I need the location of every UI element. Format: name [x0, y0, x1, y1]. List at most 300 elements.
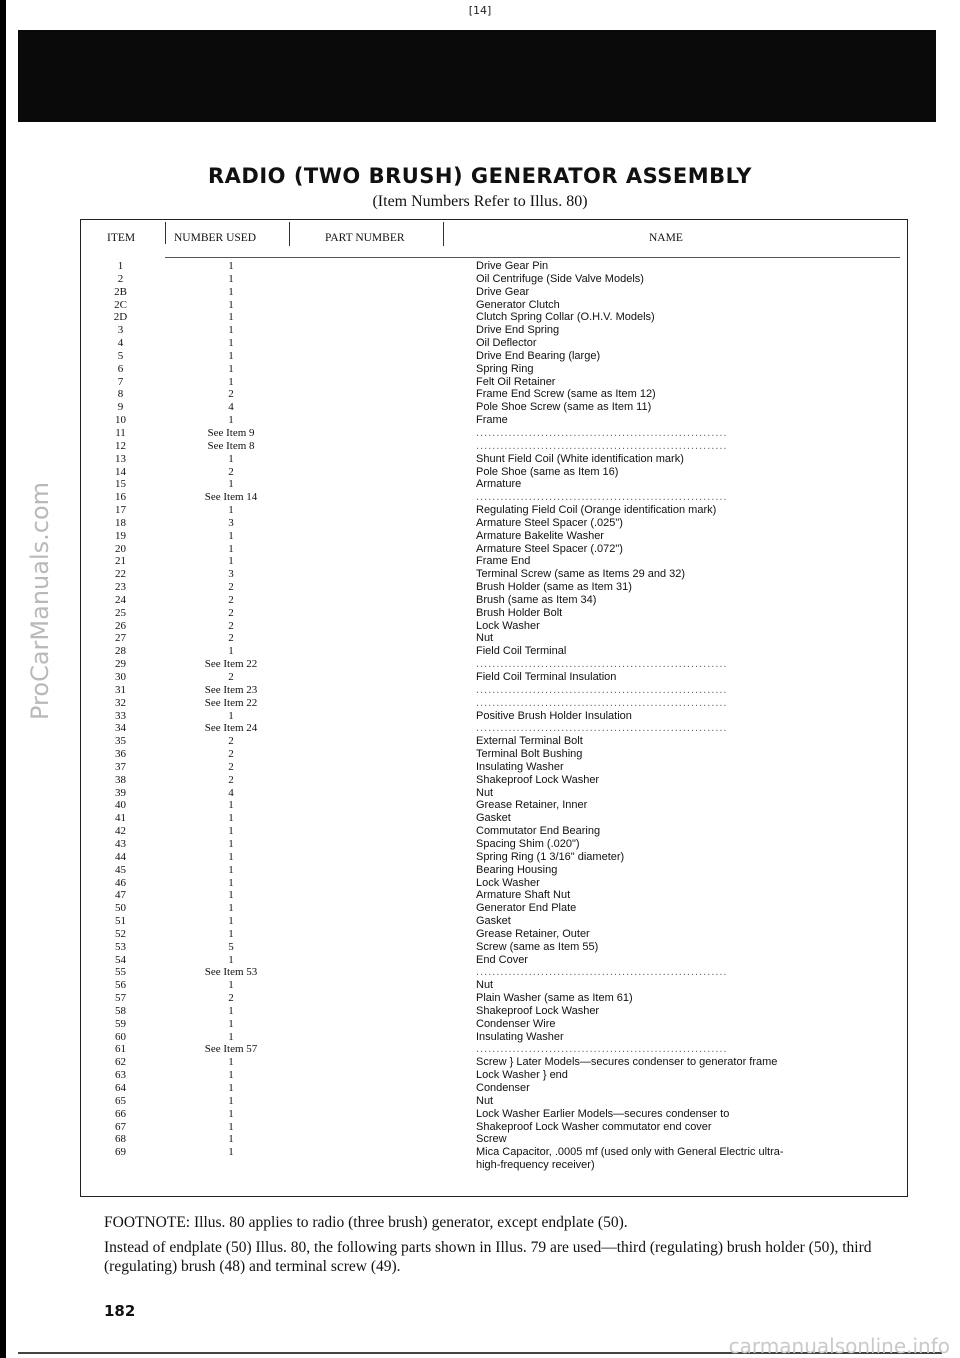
- name-cell: Drive End Bearing (large): [476, 349, 601, 362]
- item-cell: 28: [115, 645, 126, 658]
- header-black-band: [18, 30, 936, 122]
- table-body: [81, 260, 907, 1172]
- table-row: [81, 427, 907, 440]
- name-cell: Condenser Wire: [476, 1017, 556, 1030]
- table-row: [81, 1146, 907, 1159]
- item-cell: 46: [115, 876, 126, 889]
- item-cell: 23: [115, 581, 126, 594]
- table-row: [81, 517, 907, 530]
- name-cell: Spring Ring (1 3/16" diameter): [476, 850, 625, 863]
- number-used-cell: 1: [228, 1082, 234, 1094]
- number-used-cell: See Item 23: [204, 683, 258, 696]
- number-used-cell: 1: [228, 349, 234, 362]
- item-cell: 31: [115, 683, 126, 696]
- item-cell: 19: [115, 529, 126, 542]
- item-cell: 53: [115, 940, 126, 953]
- number-used-cell: 1: [228, 1120, 234, 1133]
- name-cell: Shakeproof Lock Washer: [476, 773, 600, 786]
- name-cell: Commutator End Bearing: [476, 825, 601, 838]
- table-row: [81, 286, 907, 299]
- table-row: [81, 979, 907, 992]
- name-cell: Clutch Spring Collar (O.H.V. Models): [476, 311, 655, 324]
- dotted-leader: ..............................................................: [476, 696, 728, 709]
- name-cell: Pole Shoe (same as Item 16): [476, 465, 619, 478]
- item-cell: 61: [115, 1043, 126, 1056]
- table-row: [81, 787, 907, 800]
- table-row: [81, 658, 907, 671]
- table-row: [81, 376, 907, 389]
- table-row: [81, 748, 907, 761]
- name-cell: Nut: [476, 632, 494, 645]
- table-row: [81, 414, 907, 427]
- number-used-cell: 5: [228, 940, 234, 953]
- item-cell: 50: [115, 902, 126, 915]
- table-row: [81, 710, 907, 723]
- name-cell: Regulating Field Coil (Orange identification mark): [476, 504, 717, 517]
- number-used-cell: 3: [228, 516, 234, 529]
- table-row: [81, 838, 907, 851]
- item-cell: 11: [115, 426, 126, 439]
- item-cell: 38: [115, 773, 126, 786]
- watermark-left: ProCarManuals.com: [26, 481, 54, 720]
- table-row: [81, 915, 907, 928]
- table-row: [81, 478, 907, 491]
- header-underline: [165, 257, 900, 258]
- page-reference: [14]: [468, 4, 492, 17]
- name-cell: Bearing Housing: [476, 863, 558, 876]
- table-row: [81, 722, 907, 735]
- table-row: [81, 568, 907, 581]
- name-cell: Shunt Field Coil (White identification mark): [476, 452, 684, 465]
- number-used-cell: See Item 8: [207, 439, 255, 452]
- number-used-cell: 1: [228, 478, 234, 491]
- name-cell: Nut: [476, 786, 494, 799]
- table-row: [81, 594, 907, 607]
- name-cell: Gasket: [476, 915, 511, 928]
- number-used-cell: See Item 9: [207, 426, 255, 439]
- number-used-cell: 1: [228, 1094, 234, 1107]
- number-used-cell: 2: [228, 760, 234, 773]
- table-row: [81, 466, 907, 479]
- name-cell: Field Coil Terminal: [476, 645, 567, 658]
- item-cell: 64: [115, 1082, 126, 1094]
- number-used-cell: 1: [228, 324, 234, 337]
- name-cell: Frame End: [476, 555, 531, 568]
- number-used-cell: 1: [228, 902, 234, 915]
- name-cell: Oil Deflector: [476, 337, 537, 350]
- item-cell: 60: [115, 1030, 126, 1043]
- number-used-cell: 2: [228, 388, 234, 401]
- item-cell: 26: [115, 619, 126, 632]
- number-used-cell: 1: [228, 555, 234, 568]
- name-cell: Plain Washer (same as Item 61): [476, 992, 633, 1005]
- item-cell: 58: [115, 1004, 126, 1017]
- table-row: [81, 735, 907, 748]
- item-cell: 21: [115, 555, 126, 568]
- item-cell: 8: [117, 388, 124, 401]
- table-row: [81, 954, 907, 967]
- table-row: [81, 966, 907, 979]
- table-row: [81, 299, 907, 312]
- name-cell: Insulating Washer: [476, 760, 564, 773]
- item-cell: 9: [117, 401, 124, 414]
- number-used-cell: 1: [228, 1069, 234, 1082]
- table-row: [81, 555, 907, 568]
- number-used-cell: 4: [228, 401, 234, 414]
- table-row: [81, 260, 907, 273]
- table-row: [81, 491, 907, 504]
- dotted-leader: ..............................................................: [476, 426, 728, 439]
- table-row: [81, 671, 907, 684]
- item-cell: 44: [115, 850, 126, 863]
- item-cell: 7: [117, 375, 124, 388]
- number-used-cell: 1: [228, 979, 234, 992]
- item-cell: 51: [115, 915, 126, 928]
- table-row: [81, 363, 907, 376]
- item-cell: 13: [115, 452, 126, 465]
- number-used-cell: 1: [228, 850, 234, 863]
- table-row: [81, 607, 907, 620]
- page-number: 182: [104, 1302, 136, 1320]
- dotted-leader: ..............................................................: [476, 1043, 728, 1056]
- number-used-cell: 1: [228, 529, 234, 542]
- header-item: ITEM: [107, 232, 136, 244]
- number-used-cell: 1: [228, 915, 234, 928]
- item-cell: 3: [117, 324, 124, 337]
- number-used-cell: 1: [228, 1056, 234, 1069]
- number-used-cell: 1: [228, 889, 234, 902]
- name-cell: Brush Holder (same as Item 31): [476, 581, 632, 594]
- table-row: [81, 453, 907, 466]
- table-row: [81, 581, 907, 594]
- table-row: [81, 504, 907, 517]
- item-cell: 17: [115, 504, 126, 517]
- number-used-cell: See Item 24: [204, 722, 258, 735]
- item-cell: 56: [115, 979, 126, 992]
- table-row: [81, 440, 907, 453]
- item-cell: 6: [117, 362, 124, 375]
- number-used-cell: 1: [228, 1146, 234, 1159]
- name-cell: Pole Shoe Screw (same as Item 11): [476, 401, 652, 414]
- item-cell: 55: [115, 966, 126, 979]
- number-used-cell: 1: [228, 1004, 234, 1017]
- item-cell: 40: [115, 799, 126, 812]
- number-used-cell: 1: [228, 414, 234, 427]
- table-row: [81, 1069, 907, 1082]
- table-row: [81, 825, 907, 838]
- number-used-cell: 4: [228, 786, 234, 799]
- name-cell: Grease Retainer, Inner: [476, 799, 588, 812]
- name-cell: Frame: [476, 414, 508, 427]
- number-used-cell: 1: [228, 799, 234, 812]
- item-cell: 65: [115, 1094, 126, 1107]
- number-used-cell: See Item 22: [204, 696, 258, 709]
- table-row: [81, 889, 907, 902]
- table-row: [81, 1121, 907, 1134]
- item-cell: 12: [115, 439, 126, 452]
- table-row: [81, 761, 907, 774]
- table-row: [81, 324, 907, 337]
- number-used-cell: 2: [228, 992, 234, 1005]
- table-row: [81, 1082, 907, 1095]
- item-cell: 41: [115, 812, 126, 825]
- table-row: [81, 992, 907, 1005]
- number-used-cell: 1: [228, 260, 234, 272]
- table-row: [81, 864, 907, 877]
- item-cell: 35: [115, 735, 126, 748]
- header-name: NAME: [649, 232, 683, 244]
- table-row: [81, 799, 907, 812]
- dotted-leader: ..............................................................: [476, 658, 728, 671]
- header-part-number: PART NUMBER: [325, 232, 405, 244]
- name-cell: high-frequency receiver): [476, 1159, 595, 1172]
- name-cell: Terminal Bolt Bushing: [476, 748, 583, 761]
- number-used-cell: 1: [228, 285, 234, 298]
- number-used-cell: 1: [228, 337, 234, 350]
- table-row: [81, 1095, 907, 1108]
- table-row: [81, 877, 907, 890]
- number-used-cell: 2: [228, 735, 234, 748]
- name-cell: Nut: [476, 1094, 494, 1107]
- number-used-cell: 2: [228, 748, 234, 761]
- item-cell: 66: [115, 1107, 126, 1120]
- table-row: [81, 543, 907, 556]
- name-cell: Lock Washer: [476, 876, 540, 889]
- table-row: [81, 941, 907, 954]
- item-cell: 18: [115, 516, 126, 529]
- number-used-cell: 2: [228, 671, 234, 683]
- number-used-cell: 1: [228, 1133, 234, 1146]
- name-cell: Spacing Shim (.020"): [476, 837, 580, 850]
- number-used-cell: 2: [228, 773, 234, 786]
- item-cell: 10: [115, 414, 126, 427]
- number-used-cell: 1: [228, 1017, 234, 1030]
- table-row: [81, 273, 907, 286]
- name-cell: Armature Bakelite Washer: [476, 529, 604, 542]
- table-row: [81, 928, 907, 941]
- item-cell: 16: [115, 491, 126, 504]
- name-cell: Armature Steel Spacer (.025"): [476, 516, 623, 529]
- column-separator: [443, 222, 444, 246]
- name-cell: Brush (same as Item 34): [476, 593, 597, 606]
- name-cell: Drive Gear: [476, 285, 530, 298]
- number-used-cell: 1: [228, 863, 234, 876]
- table-row: [81, 1018, 907, 1031]
- name-cell: Shakeproof Lock Washer commutator end cover: [476, 1120, 712, 1133]
- page-title: RADIO (TWO BRUSH) GENERATOR ASSEMBLY: [208, 164, 752, 188]
- table-row: [81, 620, 907, 633]
- item-cell: 67: [115, 1120, 126, 1133]
- number-used-cell: 1: [228, 837, 234, 850]
- table-row: [81, 774, 907, 787]
- table-row: [81, 697, 907, 710]
- number-used-cell: 1: [228, 362, 234, 375]
- number-used-cell: 3: [228, 568, 234, 581]
- item-cell: 43: [115, 837, 126, 850]
- name-cell: End Cover: [476, 953, 528, 966]
- number-used-cell: 1: [228, 709, 234, 722]
- item-cell: 42: [115, 825, 126, 838]
- item-cell: 52: [115, 927, 126, 940]
- item-cell: 4: [117, 337, 124, 350]
- name-cell: Grease Retainer, Outer: [476, 927, 590, 940]
- name-cell: Generator Clutch: [476, 298, 560, 311]
- item-cell: 33: [115, 709, 126, 722]
- name-cell: Frame End Screw (same as Item 12): [476, 388, 656, 401]
- table-row: [81, 337, 907, 350]
- dotted-leader: ..............................................................: [476, 439, 728, 452]
- table-row: [81, 684, 907, 697]
- table-row: [81, 812, 907, 825]
- item-cell: 1: [117, 260, 124, 272]
- name-cell: Shakeproof Lock Washer: [476, 1004, 600, 1017]
- item-cell: 32: [115, 696, 126, 709]
- table-row: [81, 530, 907, 543]
- name-cell: External Terminal Bolt: [476, 735, 583, 748]
- number-used-cell: 1: [228, 375, 234, 388]
- name-cell: Brush Holder Bolt: [476, 606, 563, 619]
- header-number-used: NUMBER USED: [174, 232, 257, 244]
- table-row: [81, 851, 907, 864]
- item-cell: 2D: [113, 311, 128, 324]
- name-cell: Drive Gear Pin: [476, 260, 549, 272]
- item-cell: 5: [117, 349, 124, 362]
- name-cell: Lock Washer: [476, 619, 540, 632]
- item-cell: 54: [115, 953, 126, 966]
- table-row: [81, 1043, 907, 1056]
- number-used-cell: 2: [228, 606, 234, 619]
- name-cell: Screw (same as Item 55): [476, 940, 599, 953]
- name-cell: Screw: [476, 1133, 507, 1146]
- number-used-cell: 1: [228, 927, 234, 940]
- number-used-cell: 1: [228, 272, 234, 285]
- column-separator: [289, 222, 290, 246]
- number-used-cell: 1: [228, 953, 234, 966]
- parts-table: [80, 219, 908, 1197]
- table-row: [81, 1133, 907, 1146]
- name-cell: Drive End Spring: [476, 324, 560, 337]
- item-cell: 27: [115, 632, 126, 645]
- name-cell: Field Coil Terminal Insulation: [476, 671, 617, 683]
- name-cell: Gasket: [476, 812, 511, 825]
- dotted-leader: ..............................................................: [476, 683, 728, 696]
- dotted-leader: ..............................................................: [476, 722, 728, 735]
- item-cell: 59: [115, 1017, 126, 1030]
- name-cell: Terminal Screw (same as Items 29 and 32): [476, 568, 686, 581]
- dotted-leader: ..............................................................: [476, 966, 728, 979]
- name-cell: Condenser: [476, 1082, 530, 1094]
- column-separator: [165, 222, 166, 244]
- name-cell: Mica Capacitor, .0005 mf (used only with General Electric ultra-: [476, 1146, 784, 1159]
- table-row: [81, 1031, 907, 1044]
- number-used-cell: 2: [228, 619, 234, 632]
- item-cell: 15: [115, 478, 126, 491]
- item-cell: 62: [115, 1056, 126, 1069]
- number-used-cell: 1: [228, 504, 234, 517]
- item-cell: 22: [115, 568, 126, 581]
- item-cell: 2B: [114, 285, 127, 298]
- name-cell: Oil Centrifuge (Side Valve Models): [476, 272, 644, 285]
- name-cell: Insulating Washer: [476, 1030, 564, 1043]
- item-cell: 24: [115, 593, 126, 606]
- name-cell: Nut: [476, 979, 494, 992]
- table-row: [81, 1005, 907, 1018]
- table-row: [81, 632, 907, 645]
- name-cell: Armature Steel Spacer (.072"): [476, 542, 623, 555]
- name-cell: Spring Ring: [476, 362, 534, 375]
- item-cell: 68: [115, 1133, 126, 1146]
- number-used-cell: See Item 57: [204, 1043, 258, 1056]
- item-cell: 69: [115, 1146, 126, 1159]
- watermark-bottom: carmanualsonline.info: [728, 1334, 950, 1358]
- table-row: [81, 645, 907, 658]
- item-cell: 45: [115, 863, 126, 876]
- number-used-cell: 1: [228, 1030, 234, 1043]
- item-cell: 47: [115, 889, 126, 902]
- item-cell: 57: [115, 992, 126, 1005]
- name-cell: Armature Shaft Nut: [476, 889, 571, 902]
- number-used-cell: See Item 22: [204, 658, 258, 671]
- number-used-cell: 1: [228, 311, 234, 324]
- item-cell: 14: [115, 465, 126, 478]
- item-cell: 34: [115, 722, 126, 735]
- table-row: [81, 350, 907, 363]
- number-used-cell: 1: [228, 1107, 234, 1120]
- number-used-cell: 1: [228, 876, 234, 889]
- footnote: FOOTNOTE: Illus. 80 applies to radio (three brush) generator, except endplate (50).: [104, 1214, 628, 1231]
- item-cell: 2: [117, 272, 124, 285]
- name-cell: Armature: [476, 478, 522, 491]
- table-row: [81, 401, 907, 414]
- item-cell: 37: [115, 760, 126, 773]
- number-used-cell: See Item 14: [204, 491, 258, 504]
- item-cell: 29: [115, 658, 126, 671]
- name-cell: Screw } Later Models—secures condenser to generator frame: [476, 1056, 778, 1069]
- dotted-leader: ..............................................................: [476, 491, 728, 504]
- number-used-cell: 1: [228, 812, 234, 825]
- number-used-cell: 2: [228, 465, 234, 478]
- table-row: [81, 1108, 907, 1121]
- number-used-cell: See Item 53: [204, 966, 258, 979]
- number-used-cell: 1: [228, 825, 234, 838]
- number-used-cell: 2: [228, 632, 234, 645]
- number-used-cell: 2: [228, 581, 234, 594]
- footnote-detail: Instead of endplate (50) Illus. 80, the following parts shown in Illus. 79 are used—third (regulating) brush holder (50), third (regulating) brush (48) and terminal screw (49).: [104, 1239, 872, 1275]
- item-cell: 39: [115, 786, 126, 799]
- table-row: [81, 1159, 907, 1172]
- item-cell: 63: [115, 1069, 126, 1082]
- page-subtitle: (Item Numbers Refer to Illus. 80): [372, 193, 588, 210]
- number-used-cell: 2: [228, 593, 234, 606]
- item-cell: 2C: [114, 298, 127, 311]
- name-cell: Lock Washer Earlier Models—secures condenser to: [476, 1107, 730, 1120]
- name-cell: Positive Brush Holder Insulation: [476, 709, 632, 722]
- table-row: [81, 1056, 907, 1069]
- name-cell: Lock Washer } end: [476, 1069, 568, 1082]
- table-row: [81, 902, 907, 915]
- number-used-cell: 1: [228, 298, 234, 311]
- number-used-cell: 1: [228, 452, 234, 465]
- item-cell: 30: [115, 671, 126, 683]
- table-row: [81, 388, 907, 401]
- table-row: [81, 311, 907, 324]
- item-cell: 36: [115, 748, 126, 761]
- item-cell: 25: [115, 606, 126, 619]
- number-used-cell: 1: [228, 645, 234, 658]
- name-cell: Generator End Plate: [476, 902, 577, 915]
- item-cell: 20: [115, 542, 126, 555]
- number-used-cell: 1: [228, 542, 234, 555]
